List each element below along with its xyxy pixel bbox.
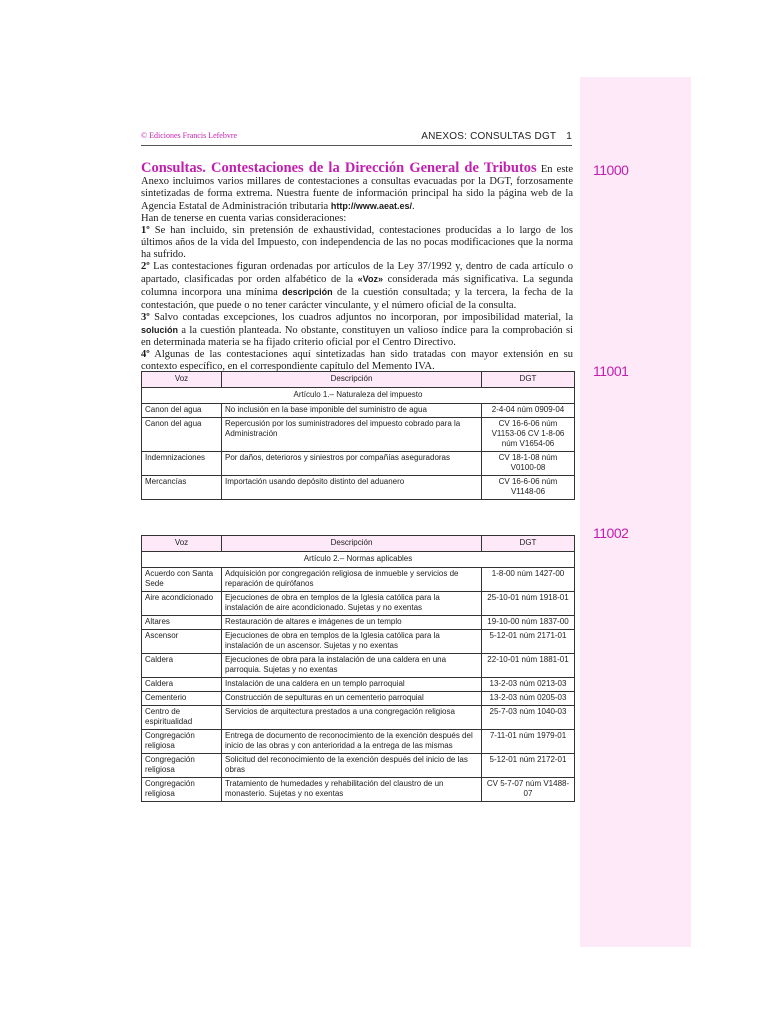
- consideration-text: considerada más significativa. La segunda columna incorpora una mínima: [141, 274, 574, 299]
- cell-voz: Canon del agua: [142, 418, 222, 452]
- margin-band: [580, 77, 691, 947]
- column-header-descripcion: Descripción: [222, 536, 482, 552]
- cell-descripcion: Por daños, deterioros y siniestros por compañías aseguradoras: [222, 452, 482, 476]
- cell-voz: Acuerdo con Santa Sede: [142, 568, 222, 592]
- consideration-4: [141, 349, 573, 373]
- cell-descripcion: Importación usando depósito distinto del aduanero: [222, 476, 482, 500]
- cell-dgt: 1-8-00 núm 1427-00: [482, 568, 575, 592]
- table-row: [142, 404, 575, 418]
- intro-text-2: .: [412, 201, 415, 213]
- consideration-text: Salvo contadas excepciones, los cuadros adjuntos no incorporan, por imposibilidad material, la: [149, 311, 573, 323]
- cell-dgt: CV 5-7-07 núm V1488-07: [482, 778, 575, 802]
- table-row: [142, 692, 575, 706]
- column-header-voz: Voz: [142, 536, 222, 552]
- cell-dgt: CV 18-1-08 núm V0100-08: [482, 452, 575, 476]
- cell-voz: Aire acondicionado: [142, 592, 222, 616]
- consideration-3: [141, 312, 573, 349]
- table-row: [142, 452, 575, 476]
- cell-descripcion: Entrega de documento de reconocimiento de la exención después del inicio de las obras y con anterioridad a la entrega de las mismas: [222, 730, 482, 754]
- table-section-row: [142, 552, 575, 568]
- cell-dgt: 2-4-04 núm 0909-04: [482, 404, 575, 418]
- cell-dgt: 25-7-03 núm 1040-03: [482, 706, 575, 730]
- cell-voz: Cementerio: [142, 692, 222, 706]
- intro-text: [141, 162, 573, 373]
- page-number: 1: [566, 131, 572, 142]
- cell-voz: Centro de espiritualidad: [142, 706, 222, 730]
- cell-descripcion: Ejecuciones de obra en templos de la Iglesia católica para la instalación de aire acondicionado. Sujetas y no exentas: [222, 592, 482, 616]
- cell-descripcion: Adquisición por congregación religiosa de inmueble y servicios de reparación de quirófanos: [222, 568, 482, 592]
- cell-voz: Caldera: [142, 678, 222, 692]
- column-header-voz: Voz: [142, 372, 222, 388]
- table-row: [142, 616, 575, 630]
- table-header-row: [142, 536, 575, 552]
- column-header-dgt: DGT: [482, 536, 575, 552]
- cell-descripcion: Construcción de sepulturas en un cementerio parroquial: [222, 692, 482, 706]
- consideration-text: Las contestaciones figuran ordenadas por artículos de la Ley 37/1992 y, dentro de cada artículo o apartado, clasificadas por orden alfabético de la: [141, 261, 573, 286]
- cell-voz: Canon del agua: [142, 404, 222, 418]
- cell-descripcion: Servicios de arquitectura prestados a una congregación religiosa: [222, 706, 482, 730]
- consideration-text: Se han incluido, sin pretensión de exhaustividad, contestaciones producidas a lo largo de los últimos años de la vida del Impuesto, con independencia de las no pocas modificaciones que la norma ha sufrido.: [141, 225, 573, 261]
- table-row: [142, 418, 575, 452]
- section-title: Consultas. Contestaciones de la Dirección General de Tributos: [141, 160, 537, 176]
- table-row: [142, 476, 575, 500]
- cell-descripcion: Ejecuciones de obra en templos de la Iglesia católica para la instalación de un ascensor. Sujetas y no exentas: [222, 630, 482, 654]
- cell-dgt: 5-12-01 núm 2171-01: [482, 630, 575, 654]
- copyright-label: © Ediciones Francis Lefebvre: [141, 131, 238, 140]
- cell-voz: Congregación religiosa: [142, 730, 222, 754]
- table-row: [142, 678, 575, 692]
- intro-paragraph: [141, 162, 573, 213]
- cell-voz: Congregación religiosa: [142, 778, 222, 802]
- consideration-text: de la cuestión consultada; y la tercera, la fecha de la contestación, que puede o no tener carácter vinculante, y el número oficial de la consulta.: [141, 287, 573, 311]
- table-row: [142, 754, 575, 778]
- cell-dgt: 25-10-01 núm 1918-01: [482, 592, 575, 616]
- table-header-row: [142, 372, 575, 388]
- section-label: ANEXOS: CONSULTAS DGT: [421, 131, 557, 142]
- intro-text-1: En este Anexo incluimos varios millares de contestaciones a consultas evacuadas por la DGT, forzosamente sintetizadas de forma extrema. Nuestra fuente de información principal ha sido la página web de la Agencia Estatal de Administración tributaria: [141, 164, 573, 213]
- consideration-number: 4º: [141, 348, 150, 360]
- running-head: [421, 131, 572, 142]
- table-row: [142, 706, 575, 730]
- table-row: [142, 654, 575, 678]
- cell-descripcion: Ejecuciones de obra para la instalación de una caldera en una parroquia. Sujetas y no exentas: [222, 654, 482, 678]
- table-row: [142, 730, 575, 754]
- cell-voz: Ascensor: [142, 630, 222, 654]
- consideration-number: 2º: [141, 261, 150, 273]
- solucion-term: solución: [141, 324, 179, 335]
- cell-descripcion: Solicitud del reconocimiento de la exención después del inicio de las obras: [222, 754, 482, 778]
- cell-descripcion: Restauración de altares e imágenes de un templo: [222, 616, 482, 630]
- cell-voz: Congregación religiosa: [142, 754, 222, 778]
- column-header-dgt: DGT: [482, 372, 575, 388]
- table-articulo-2: [141, 535, 575, 802]
- descripcion-term: descripción: [282, 287, 333, 298]
- table-row: [142, 592, 575, 616]
- table-section-row: [142, 388, 575, 404]
- cell-dgt: 19-10-00 núm 1837-00: [482, 616, 575, 630]
- cell-dgt: 22-10-01 núm 1881-01: [482, 654, 575, 678]
- cell-voz: Caldera: [142, 654, 222, 678]
- cell-voz: Indemnizaciones: [142, 452, 222, 476]
- cell-descripcion: Instalación de una caldera en un templo parroquial: [222, 678, 482, 692]
- cell-descripcion: No inclusión en la base imponible del suministro de agua: [222, 404, 482, 418]
- cell-descripcion: Repercusión por los suministradores del impuesto cobrado para la Administración: [222, 418, 482, 452]
- cell-dgt: CV 16-6-06 núm V1153-06 CV 1-8-06 núm V1654-06: [482, 418, 575, 452]
- cell-dgt: CV 16-6-06 núm V1148-06: [482, 476, 575, 500]
- table-articulo-1: [141, 371, 575, 500]
- cell-dgt: 7-11-01 núm 1979-01: [482, 730, 575, 754]
- consideration-text: a la cuestión planteada. No obstante, constituyen un valioso índice para la comprobación si en determinada materia se ha fijado criterio oficial por el Centro Directivo.: [141, 324, 573, 348]
- cell-descripcion: Tratamiento de humedades y rehabilitación del claustro de un monasterio. Sujetas y no exentas: [222, 778, 482, 802]
- considerations-lead: Han de tenerse en cuenta varias consideraciones:: [141, 213, 347, 225]
- voz-term: «Voz»: [357, 274, 383, 285]
- cell-voz: Altares: [142, 616, 222, 630]
- consideration-number: 1º: [141, 225, 150, 237]
- margin-number-11001: 11001: [593, 363, 629, 379]
- aeat-link[interactable]: http://www.aeat.es/: [330, 201, 413, 212]
- consideration-number: 3º: [141, 311, 150, 323]
- table-row: [142, 630, 575, 654]
- consideration-2: [141, 261, 573, 311]
- margin-number-11000: 11000: [593, 162, 629, 178]
- article-heading: Artículo 2.– Normas aplicables: [142, 552, 575, 568]
- cell-dgt: 5-12-01 núm 2172-01: [482, 754, 575, 778]
- consideration-1: [141, 225, 573, 261]
- cell-dgt: 13-2-03 núm 0205-03: [482, 692, 575, 706]
- header-rule: [141, 145, 572, 146]
- column-header-descripcion: Descripción: [222, 372, 482, 388]
- consideration-text: Algunas de las contestaciones aquí sintetizadas han sido tratadas con mayor extensión en su contexto específico, en el correspondiente capítulo del Memento IVA.: [141, 348, 573, 372]
- article-heading: Artículo 1.– Naturaleza del impuesto: [142, 388, 575, 404]
- page-header: [141, 131, 572, 143]
- table-row: [142, 778, 575, 802]
- margin-number-11002: 11002: [593, 525, 629, 541]
- cell-voz: Mercancías: [142, 476, 222, 500]
- table-row: [142, 568, 575, 592]
- cell-dgt: 13-2-03 núm 0213-03: [482, 678, 575, 692]
